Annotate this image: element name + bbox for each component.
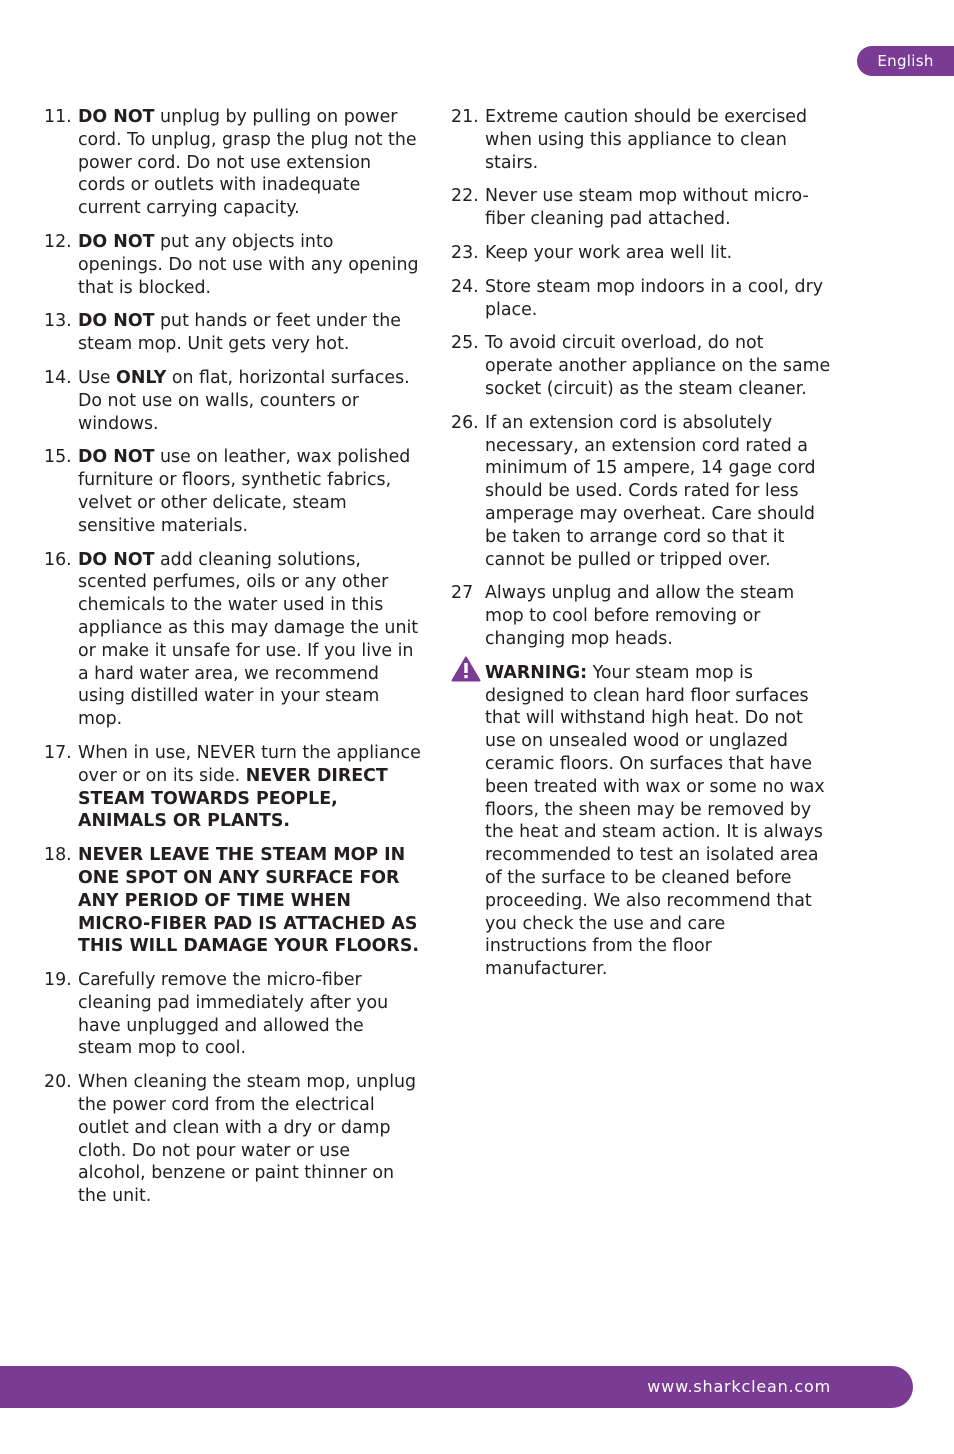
item-number: 24. xyxy=(451,276,479,297)
item-number: 16. xyxy=(44,549,72,570)
list-item xyxy=(44,231,422,299)
list-item xyxy=(44,549,422,731)
warning-triangle-icon xyxy=(451,656,481,682)
item-number: 15. xyxy=(44,447,72,468)
left-column xyxy=(44,106,422,1219)
item-bold-text: NEVER LEAVE THE STEAM MOP IN ONE SPOT ON ANY SURFACE FOR ANY PERIOD OF TIME WHEN MICRO-FIBER PAD IS ATTACHED AS THIS WILL DAMAGE YOUR FLOORS. xyxy=(78,845,419,957)
item-text: Extreme caution should be exercised when using this appliance to clean stairs. xyxy=(485,107,808,173)
item-number: 27 xyxy=(451,583,474,604)
item-number: 14. xyxy=(44,367,72,388)
list-item xyxy=(451,242,831,265)
list-item xyxy=(44,844,422,958)
list-item xyxy=(44,742,422,833)
item-text: add cleaning solutions, scented perfumes, oils or any other chemicals to the water used in this appliance as this may damage the unit or make it unsafe for use. If you live in a hard water area, we recommend using distilled water in your steam mop. xyxy=(78,549,419,730)
website-link[interactable]: www.sharkclean.com xyxy=(647,1377,831,1396)
item-number: 21. xyxy=(451,107,479,127)
language-tab[interactable]: English xyxy=(857,46,954,76)
item-number: 26. xyxy=(451,412,479,433)
item-bold-text: DO NOT xyxy=(78,311,155,332)
item-number: 13. xyxy=(44,311,72,332)
list-item xyxy=(451,582,831,650)
item-text-pre: When in use, NEVER turn the appliance over or on its side. xyxy=(78,742,421,786)
item-text: on flat, horizontal surfaces. Do not use on walls, counters or windows. xyxy=(78,367,410,434)
item-number: 22. xyxy=(451,186,479,207)
list-item xyxy=(44,106,422,220)
item-bold-text: DO NOT xyxy=(78,447,155,468)
item-number: 17. xyxy=(44,742,72,763)
item-text: To avoid circuit overload, do not operate another appliance on the same socket (circuit) as the steam cleaner. xyxy=(485,333,831,399)
list-item xyxy=(44,969,422,1060)
item-text: Store steam mop indoors in a cool, dry place. xyxy=(485,276,824,320)
warning-label: WARNING: xyxy=(485,662,588,683)
item-text: put any objects into openings. Do not use with any opening that is blocked. xyxy=(78,231,419,298)
item-text: Carefully remove the micro-fiber cleaning pad immediately after you have unplugged and allowed the steam mop to cool. xyxy=(78,970,389,1059)
item-bold-text: NEVER DIRECT STEAM TOWARDS PEOPLE, ANIMALS OR PLANTS. xyxy=(78,765,388,832)
item-text: Keep your work area well lit. xyxy=(485,242,733,263)
list-item xyxy=(451,412,831,572)
item-number: 23. xyxy=(451,242,479,263)
list-item xyxy=(451,276,831,322)
item-text: Always unplug and allow the steam mop to cool before removing or changing mop heads. xyxy=(485,583,795,649)
list-item xyxy=(44,367,422,435)
warning-block xyxy=(451,662,831,981)
item-text: Never use steam mop without micro-fiber cleaning pad attached. xyxy=(485,186,809,230)
item-bold-text: DO NOT xyxy=(78,549,155,570)
list-item xyxy=(44,1071,422,1208)
item-number: 18. xyxy=(44,845,72,866)
list-item xyxy=(451,106,831,174)
item-bold-text: DO NOT xyxy=(78,107,155,127)
item-text-pre: Use xyxy=(78,367,117,388)
list-item xyxy=(44,446,422,537)
item-text: When cleaning the steam mop, unplug the power cord from the electrical outlet and clean with a dry or damp cloth. Do not pour water or use alcohol, benzene or paint thinner on the unit. xyxy=(78,1072,417,1207)
list-item xyxy=(44,310,422,356)
footer-bar xyxy=(0,1366,913,1408)
list-item xyxy=(451,185,831,231)
item-text: use on leather, wax polished furniture or floors, synthetic fabrics, velvet or other delicate, steam sensitive materials. xyxy=(78,447,411,536)
item-number: 20. xyxy=(44,1072,72,1093)
item-number: 25. xyxy=(451,333,479,354)
item-text: put hands or feet under the steam mop. Unit gets very hot. xyxy=(78,311,401,355)
item-number: 11. xyxy=(44,107,72,127)
warning-text: Your steam mop is designed to clean hard floor surfaces that will withstand high heat. Do not use on unsealed wood or unglazed ceramic floors. On surfaces that have been treated with wax or some no wax floors, the sheen may be removed by the heat and steam action. It is always recommended to test an isolated area of the surface to be cleaned before proceeding. We also recommend that you check the use and care instructions from the floor manufacturer. xyxy=(485,662,825,980)
item-text: If an extension cord is absolutely necessary, an extension cord rated a minimum of 15 ampere, 14 gage cord should be used. Cords rated for less amperage may overheat. Care should be taken to arrange cord so that it cannot be pulled or tripped over. xyxy=(485,412,816,570)
item-bold-text: DO NOT xyxy=(78,231,155,252)
item-bold-text: ONLY xyxy=(116,367,167,388)
item-number: 12. xyxy=(44,231,72,252)
right-column xyxy=(451,106,831,992)
list-item xyxy=(451,332,831,400)
item-number: 19. xyxy=(44,970,72,991)
item-text: unplug by pulling on power cord. To unplug, grasp the plug not the power cord. Do not use extension cords or outlets with inadequate current carrying capacity. xyxy=(78,107,417,219)
